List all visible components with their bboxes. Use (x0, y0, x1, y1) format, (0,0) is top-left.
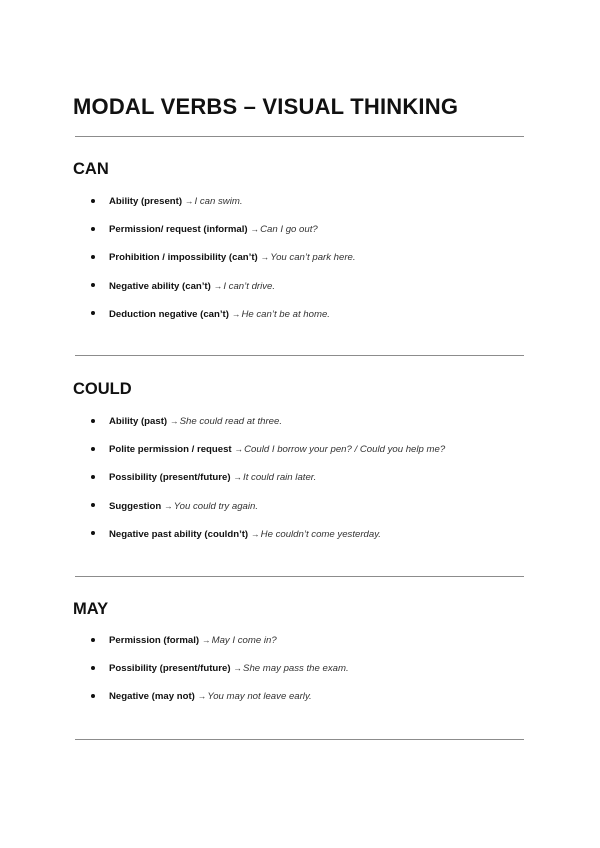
bullet-icon (91, 199, 95, 203)
arrow-icon: → (202, 635, 211, 645)
divider (75, 136, 524, 137)
usage-example: You can’t park here. (270, 252, 356, 264)
usage-example: She may pass the exam. (243, 663, 349, 675)
bullet-icon (91, 255, 95, 259)
bullet-icon (91, 694, 95, 698)
usage-label: Negative past ability (couldn’t) (109, 528, 249, 540)
usage-label: Possibility (present/future) (109, 663, 231, 675)
arrow-icon: → (164, 500, 173, 511)
usage-label: Possibility (present/future) (109, 472, 231, 484)
usage-label: Negative ability (can’t) (109, 280, 211, 292)
usage-label: Negative (may not) (109, 691, 195, 703)
usage-example: You could try again. (173, 500, 259, 512)
usage-example: I can’t drive. (223, 280, 276, 292)
bullet-icon (91, 419, 95, 423)
arrow-icon: → (251, 528, 260, 539)
usage-label: Deduction negative (can’t) (109, 308, 229, 320)
usage-label: Suggestion (109, 500, 162, 512)
bullet-icon (91, 666, 95, 670)
usage-example: He couldn’t come yesterday. (260, 528, 381, 540)
arrow-icon: → (185, 196, 194, 206)
usage-example: It could rain later. (243, 472, 317, 484)
bullet-icon (91, 531, 95, 535)
arrow-icon: → (213, 280, 223, 291)
bullet-icon (91, 283, 95, 287)
divider (75, 355, 524, 356)
usage-label: Permission (formal) (109, 635, 200, 646)
usage-label: Ability (past) (109, 416, 168, 427)
bullet-icon (91, 503, 95, 507)
usage-example: He can’t be at home. (241, 308, 330, 320)
arrow-icon: → (197, 691, 207, 702)
arrow-icon: → (231, 308, 241, 319)
bullet-icon (91, 311, 95, 315)
arrow-icon: → (233, 663, 243, 674)
usage-example: Could I borrow your pen? / Could you help me? (244, 444, 446, 456)
usage-example: I can swim. (194, 196, 243, 207)
section-heading-can: CAN (73, 160, 109, 178)
page-title: MODAL VERBS – VISUAL THINKING (73, 94, 459, 119)
bullet-icon (91, 447, 95, 451)
usage-label: Ability (present) (109, 196, 183, 207)
usage-example: She could read at three. (179, 416, 283, 427)
usage-example: May I come in? (211, 635, 277, 646)
usage-example: You may not leave early. (207, 691, 312, 703)
usage-example: Can I go out? (260, 224, 318, 236)
arrow-icon: → (260, 252, 270, 263)
section-heading-may: MAY (73, 600, 109, 618)
divider (75, 739, 524, 740)
section-heading-could: COULD (73, 380, 132, 398)
arrow-icon: → (170, 416, 179, 426)
divider (75, 576, 524, 577)
usage-label: Permission/ request (informal) (109, 224, 248, 236)
bullet-icon (91, 475, 95, 479)
arrow-icon: → (234, 444, 244, 455)
arrow-icon: → (250, 224, 260, 235)
arrow-icon: → (233, 472, 243, 483)
bullet-icon (91, 638, 95, 642)
bullet-icon (91, 227, 95, 231)
usage-label: Prohibition / impossibility (can’t) (109, 252, 258, 264)
usage-label: Polite permission / request (109, 444, 232, 456)
